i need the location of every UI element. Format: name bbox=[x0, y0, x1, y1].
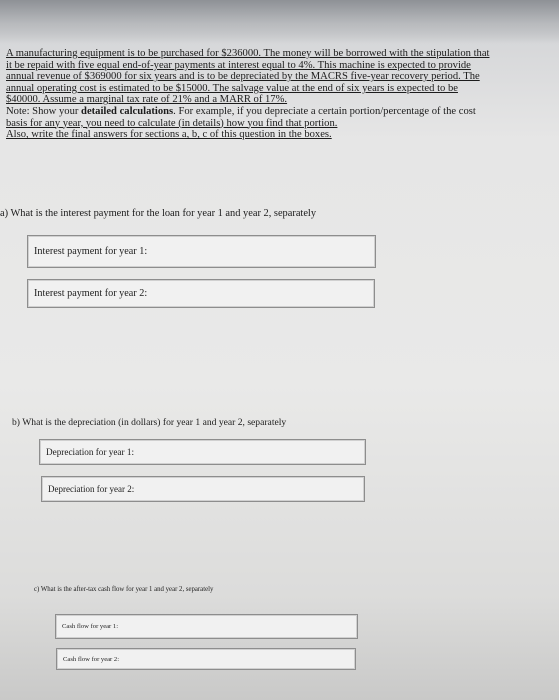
problem-line-2: it be repaid with five equal end-of-year payments at interest equal to 4%. This machine is expected to provide bbox=[6, 59, 471, 71]
depreciation-year1-label: Depreciation for year 1: bbox=[46, 447, 135, 457]
note-bold: detailed calculations bbox=[81, 105, 174, 117]
interest-year1-input[interactable] bbox=[27, 235, 376, 268]
problem-line bbox=[6, 118, 554, 130]
monitor-bezel-shadow bbox=[0, 0, 559, 44]
problem-line bbox=[6, 71, 554, 83]
problem-line-5: $40000. Assume a marginal tax rate of 21% and a MARR of 17%. bbox=[6, 94, 288, 106]
problem-statement bbox=[6, 48, 554, 141]
interest-year2-label: Interest payment for year 2: bbox=[34, 288, 148, 299]
depreciation-year2-label: Depreciation for year 2: bbox=[48, 484, 135, 494]
problem-line bbox=[6, 94, 554, 106]
cashflow-year1-label: Cash flow for year 1: bbox=[62, 623, 119, 630]
question-c: c) What is the after-tax cash flow for year 1 and year 2, separately bbox=[34, 586, 214, 593]
problem-line-7: basis for any year, you need to calculate (in details) how you find that portion. bbox=[6, 117, 338, 129]
cashflow-year2-label: Cash flow for year 2: bbox=[63, 655, 120, 663]
depreciation-year2-input[interactable] bbox=[41, 476, 365, 502]
interest-year2-input[interactable] bbox=[27, 279, 375, 308]
problem-line-4: annual operating cost is estimated to be $15000. The salvage value at the end of six years is expected to be bbox=[6, 82, 458, 94]
note-line bbox=[6, 106, 554, 118]
problem-line bbox=[6, 83, 554, 95]
note-prefix: Note: Show your bbox=[6, 105, 82, 117]
problem-line-3: annual revenue of $369000 for six years and is to be depreciated by the MACRS five-year recovery period. The bbox=[6, 71, 480, 83]
interest-year1-label: Interest payment for year 1: bbox=[34, 246, 148, 257]
cashflow-year2-input[interactable] bbox=[56, 648, 356, 670]
problem-line bbox=[6, 48, 554, 60]
depreciation-year1-input[interactable] bbox=[39, 439, 366, 465]
problem-line bbox=[6, 129, 554, 141]
problem-line-1: A manufacturing equipment is to be purchased for $236000. The money will be borrowed with the stipulation that bbox=[6, 48, 490, 59]
cashflow-year1-input[interactable] bbox=[55, 614, 358, 639]
problem-line-8: Also, write the final answers for sections a, b, c of this question in the boxes. bbox=[6, 129, 332, 141]
question-a: a) What is the interest payment for the loan for year 1 and year 2, separately bbox=[0, 208, 317, 219]
question-b: b) What is the depreciation (in dollars) for year 1 and year 2, separately bbox=[12, 417, 287, 428]
problem-line bbox=[6, 60, 554, 72]
note-suffix: . For example, if you depreciate a certain portion/percentage of the cost bbox=[173, 105, 476, 117]
